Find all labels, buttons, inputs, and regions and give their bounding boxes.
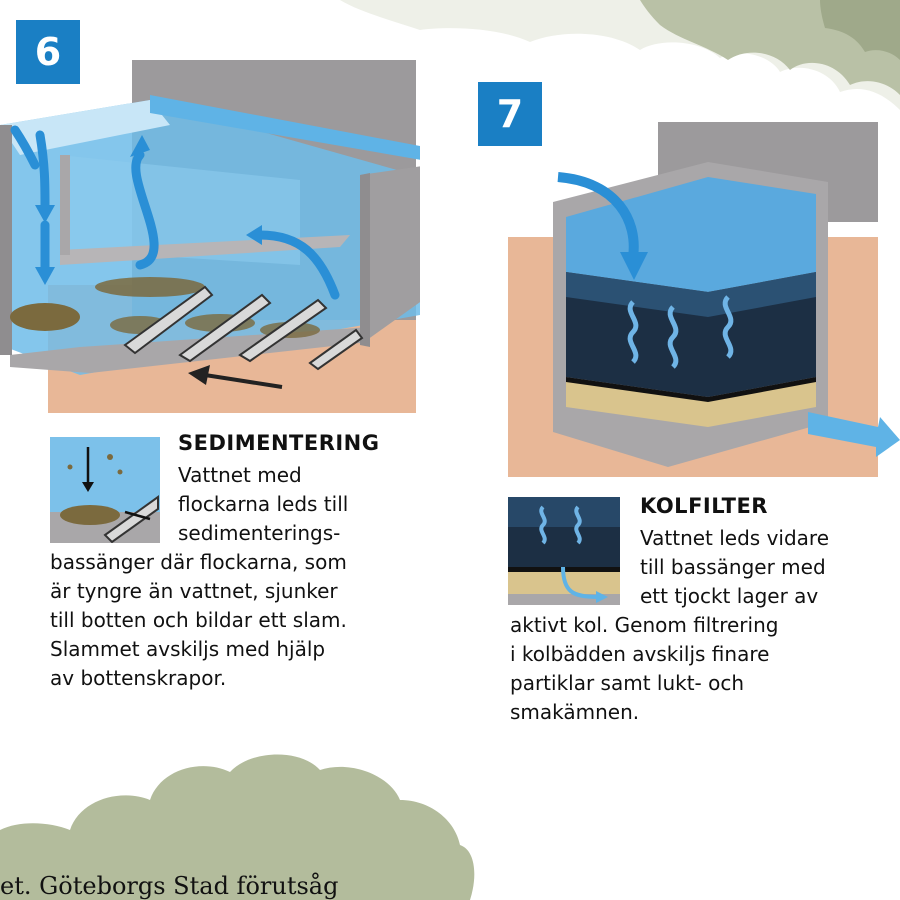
step-6-line: Vattnet med xyxy=(178,463,302,487)
top-cloud xyxy=(340,0,900,110)
sludge xyxy=(10,303,80,331)
step-7-line: smakämnen. xyxy=(510,700,640,724)
step-7-line: partiklar samt lukt- och xyxy=(510,671,745,695)
step-6-line: sedimenterings- xyxy=(178,521,341,545)
step-6-badge: 6 xyxy=(16,20,80,84)
step-6-line: är tyngre än vattnet, sjunker xyxy=(50,579,338,603)
step-6-description xyxy=(50,461,348,693)
step-6-line: bassänger där flockarna, som xyxy=(50,550,347,574)
footer-text-fragment: et. Göteborgs Stad förutsåg xyxy=(0,872,339,900)
sedimentation-basin-illustration xyxy=(0,55,420,415)
step-7-line: Vattnet leds vidare xyxy=(640,526,830,550)
carbon-filter-illustration xyxy=(508,122,900,478)
step-6-line: till botten och bildar ett slam. xyxy=(50,608,347,632)
step-7-line: ett tjockt lager av xyxy=(640,584,819,608)
step-6-line: av bottenskrapor. xyxy=(50,666,227,690)
step-7-line: aktivt kol. Genom filtrering xyxy=(510,613,779,637)
step-7-line: i kolbädden avskiljs finare xyxy=(510,642,770,666)
step-7-title: KOLFILTER xyxy=(640,494,768,518)
step-6-title: SEDIMENTERING xyxy=(178,431,380,455)
step-7-badge: 7 xyxy=(478,82,542,146)
step-7-description xyxy=(510,524,829,727)
step-6-line: flockarna leds till xyxy=(178,492,349,516)
step-6-line: Slammet avskiljs med hjälp xyxy=(50,637,326,661)
step-7-line: till bassänger med xyxy=(640,555,826,579)
